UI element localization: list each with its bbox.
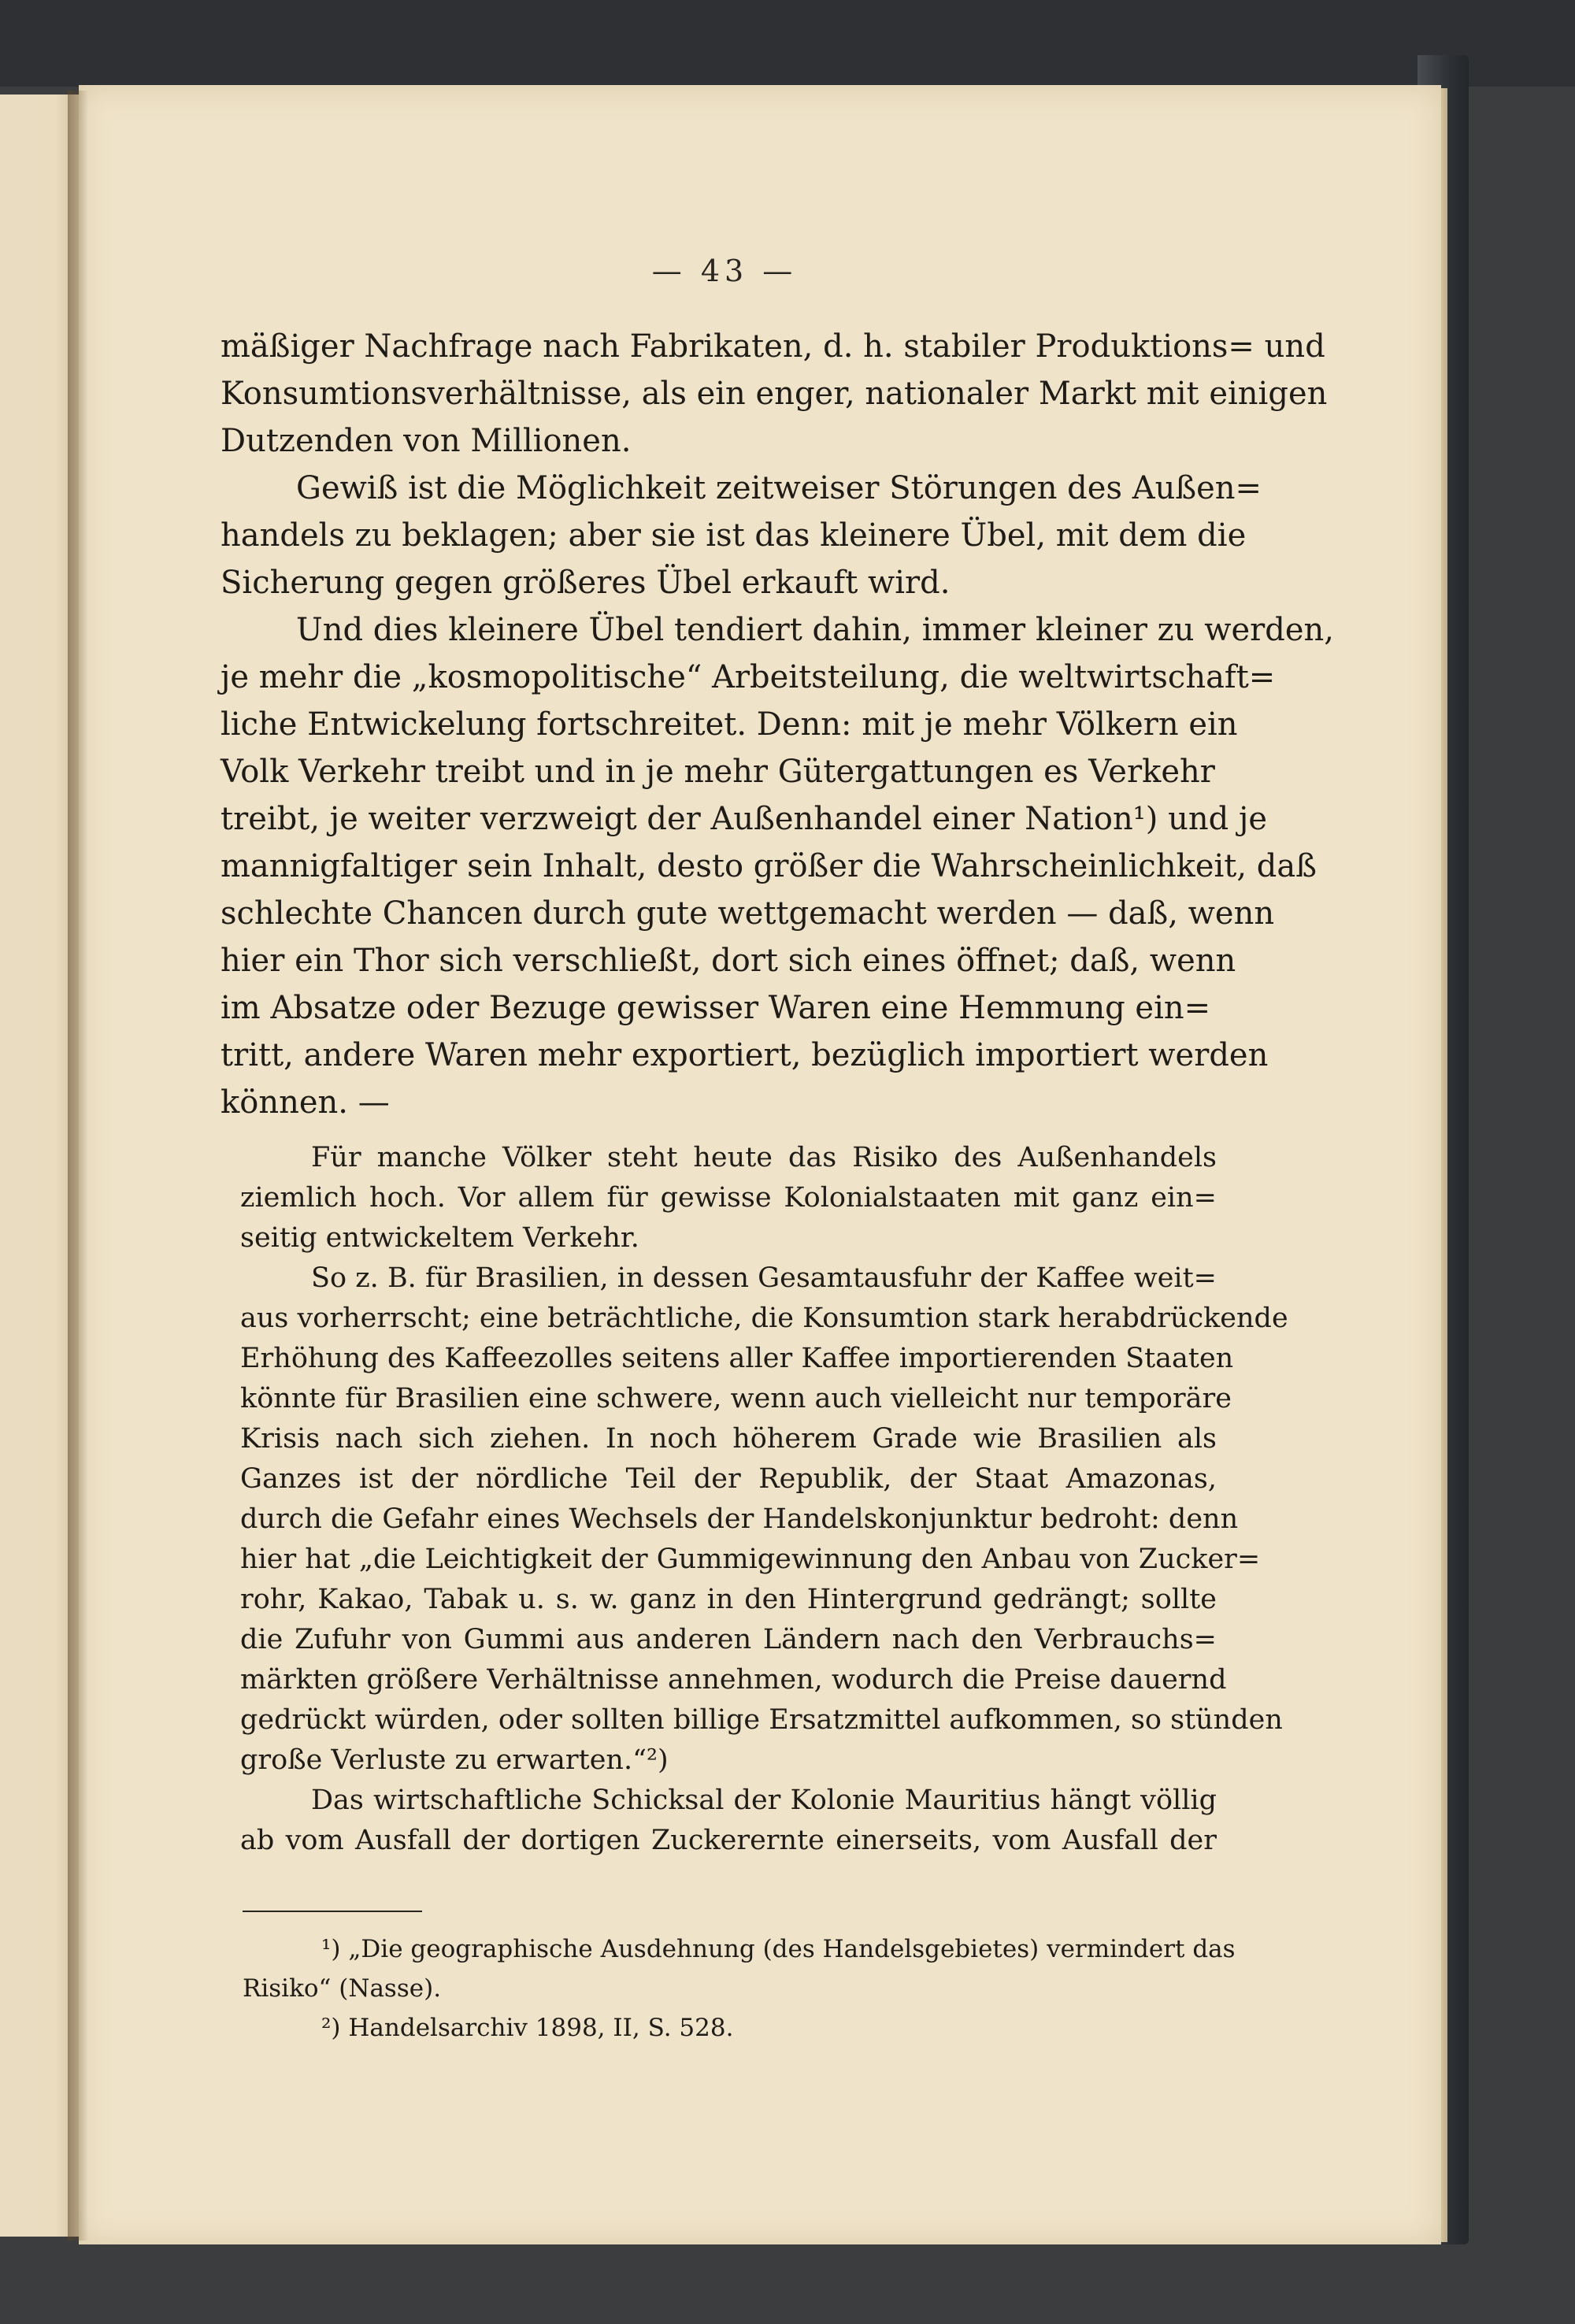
gutter-shadow [68, 91, 88, 2241]
footnote-line: ¹) „Die geographische Ausdehnung (des Handelsgebietes) vermindert das [321, 1935, 1236, 1963]
backdrop [0, 0, 1575, 87]
main-text [220, 323, 1334, 1126]
small-text-line: märkten größere Verhältnisse annehmen, wodurch die Preise dauernd [240, 1664, 1227, 1696]
footnotes [243, 1929, 1236, 2048]
text-line: Gewiß ist die Möglichkeit zeitweiser Störungen des Außen= [296, 470, 1262, 506]
footnote-line: Risiko“ (Nasse). [243, 1974, 442, 2003]
page-number: — 43 — [651, 254, 798, 288]
text-line: liche Entwickelung fortschreitet. Denn: mit je mehr Völkern ein [220, 706, 1238, 743]
small-text-line: hier hat „die Leichtigkeit der Gummigewinnung den Anbau von Zucker= [240, 1544, 1261, 1575]
small-text-line: könnte für Brasilien eine schwere, wenn auch vielleicht nur temporäre [240, 1383, 1232, 1414]
text-line: Sicherung gegen größeres Übel erkauft wird. [220, 565, 951, 601]
left-page-edge [0, 95, 79, 2237]
small-text-line: große Verluste zu erwarten.“²) [240, 1744, 669, 1776]
small-text-line: gedrückt würden, oder sollten billige Ersatzmittel aufkommen, so stünden [240, 1704, 1283, 1736]
text-line: mannigfaltiger sein Inhalt, desto größer die Wahrscheinlichkeit, daß [220, 848, 1317, 884]
small-text-line: Erhöhung des Kaffeezolles seitens aller Kaffee importierenden Staaten [240, 1343, 1234, 1374]
small-text-line: So z. B. für Brasilien, in dessen Gesamtausfuhr der Kaffee weit= [311, 1262, 1217, 1294]
text-line: tritt, andere Waren mehr exportiert, bezüglich importiert werden [220, 1037, 1269, 1073]
small-text-line: rohr, Kakao, Tabak u. s. w. ganz in den Hintergrund gedrängt; sollte [240, 1584, 1217, 1615]
small-text-line: Das wirtschaftliche Schicksal der Kolonie Mauritius hängt völlig [311, 1785, 1217, 1816]
small-text-line: seitig entwickeltem Verkehr. [240, 1222, 639, 1254]
small-text-line: aus vorherrscht; eine beträchtliche, die Konsumtion stark herabdrückende [240, 1303, 1288, 1334]
small-text-line: durch die Gefahr eines Wechsels der Handelskonjunktur bedroht: denn [240, 1503, 1239, 1535]
small-text-line: Krisis nach sich ziehen. In noch höherem Grade wie Brasilien als [240, 1423, 1217, 1455]
text-line: handels zu beklagen; aber sie ist das kleinere Übel, mit dem die [220, 517, 1247, 554]
text-line: mäßiger Nachfrage nach Fabrikaten, d. h. stabiler Produktions= und [220, 328, 1325, 365]
text-line: Konsumtionsverhältnisse, als ein enger, nationaler Markt mit einigen [220, 376, 1328, 412]
small-text-line: die Zufuhr von Gummi aus anderen Ländern nach den Verbrauchs= [240, 1624, 1217, 1655]
text-line: Dutzenden von Millionen. [220, 423, 632, 459]
footnote-rule [243, 1911, 422, 1912]
text-line: je mehr die „kosmopolitische“ Arbeitsteilung, die weltwirtschaft= [220, 659, 1276, 695]
small-text-line: Ganzes ist der nördliche Teil der Republik, der Staat Amazonas, [240, 1463, 1217, 1495]
text-line: treibt, je weiter verzweigt der Außenhandel einer Nation¹) und je [220, 801, 1268, 837]
text-line: im Absatze oder Bezuge gewisser Waren eine Hemmung ein= [220, 990, 1211, 1026]
small-text-line: ab vom Ausfall der dortigen Zuckerernte einerseits, vom Ausfall der [240, 1825, 1217, 1856]
text-line: können. — [220, 1084, 390, 1121]
footnote-line: ²) Handelsarchiv 1898, II, S. 528. [321, 2014, 734, 2042]
text-line: Volk Verkehr treibt und in je mehr Gütergattungen es Verkehr [220, 754, 1215, 790]
text-line: hier ein Thor sich verschließt, dort sich eines öffnet; daß, wenn [220, 943, 1236, 979]
small-print-text [240, 1138, 1288, 1861]
text-line: Und dies kleinere Übel tendiert dahin, immer kleiner zu werden, [296, 612, 1334, 648]
small-text-line: ziemlich hoch. Vor allem für gewisse Kolonialstaaten mit ganz ein= [240, 1182, 1217, 1214]
small-text-line: Für manche Völker steht heute das Risiko des Außenhandels [311, 1142, 1217, 1173]
text-line: schlechte Chancen durch gute wettgemacht werden — daß, wenn [220, 895, 1275, 932]
